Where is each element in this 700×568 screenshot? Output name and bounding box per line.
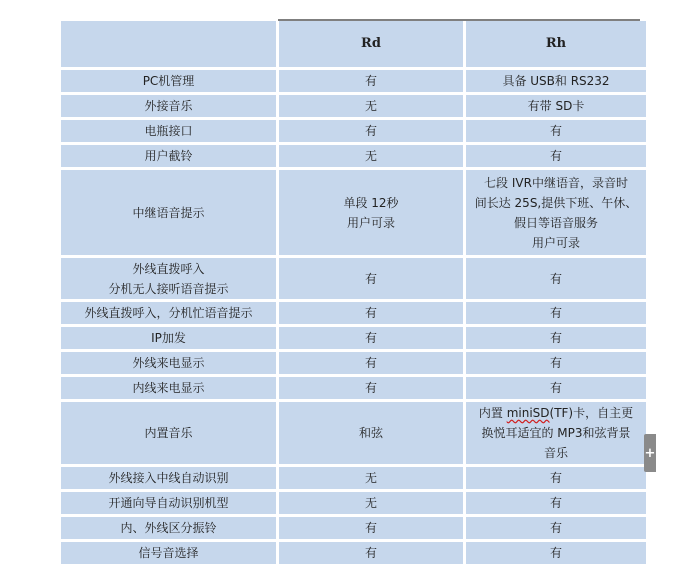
rh-text-pre: 内置 [478,406,507,420]
feature-cell: 内置音乐 [61,402,276,464]
table-row [61,70,646,92]
rh-cell: 有 [466,258,646,299]
feature-cell: 外线直拨呼入，分机忙语音提示 [61,302,276,324]
rd-cell: 有 [279,327,463,349]
comparison-table [58,18,649,567]
rh-cell: 有 [466,302,646,324]
table-row [61,517,646,539]
feature-cell: 内、外线区分振铃 [61,517,276,539]
table-row [61,145,646,167]
table-row [61,492,646,514]
rh-cell: 有带 SD卡 [466,95,646,117]
feature-cell: 外线接入中线自动识别 [61,467,276,489]
feature-cell: PC机管理 [61,70,276,92]
rd-cell: 有 [279,70,463,92]
feature-cell [61,258,276,299]
rh-cell: 具备 USB和 RS232 [466,70,646,92]
rd-line: 用户可录 [346,215,395,230]
rd-cell: 和弦 [279,402,463,464]
spellcheck-word: miniSD [506,406,550,420]
rh-line: 七段 IVR中继语音，录音时 [484,175,628,190]
feature-cell: IP加发 [61,327,276,349]
rh-line [470,403,642,423]
feature-cell: 用户截铃 [61,145,276,167]
feature-cell: 信号音选择 [61,542,276,564]
table-row [61,402,646,464]
rd-cell: 有 [279,258,463,299]
rh-line: 音乐 [543,446,568,460]
table-row [61,95,646,117]
feature-line: 分机无人接听语音提示 [108,281,229,296]
table-row [61,258,646,299]
table-row [61,377,646,399]
rd-cell: 无 [279,467,463,489]
rh-cell: 有 [466,517,646,539]
rh-line: 换悦耳适宜的 MP3和弦背景 [481,426,631,440]
feature-cell: 外接音乐 [61,95,276,117]
feature-cell: 内线来电显示 [61,377,276,399]
rh-text-post: (TF)卡，自主更 [549,406,634,420]
side-expand-tab[interactable] [644,434,656,472]
header-blank-cell [61,21,276,67]
rh-cell: 有 [466,542,646,564]
table-row [61,120,646,142]
rd-line: 单段 12秒 [343,195,399,210]
rh-line: 间长达 25S,提供下班、午休、 [474,195,638,210]
table-row [61,170,646,255]
rd-cell: 无 [279,95,463,117]
rh-cell: 有 [466,327,646,349]
feature-cell: 中继语音提示 [61,170,276,255]
header-rd: Rd [279,21,463,67]
rd-cell: 有 [279,352,463,374]
table-row [61,302,646,324]
rh-cell: 有 [466,120,646,142]
rh-cell: 有 [466,145,646,167]
feature-cell: 开通向导自动识别机型 [61,492,276,514]
rd-cell: 有 [279,517,463,539]
table-row [61,542,646,564]
rd-cell [279,170,463,255]
rh-cell [466,402,646,464]
table-row [61,327,646,349]
rh-line: 用户可录 [531,235,580,250]
table-row [61,352,646,374]
rd-cell: 有 [279,377,463,399]
rd-cell: 有 [279,302,463,324]
table-row [61,467,646,489]
rh-cell: 有 [466,467,646,489]
rh-cell [466,170,646,255]
rd-cell: 有 [279,542,463,564]
header-row [61,21,646,67]
rd-cell: 无 [279,492,463,514]
feature-cell: 电瓶接口 [61,120,276,142]
rh-cell: 有 [466,377,646,399]
rh-line: 假日等语音服务 [513,215,598,230]
rh-cell: 有 [466,492,646,514]
plus-icon: + [644,445,656,461]
header-rh: Rh [466,21,646,67]
rh-cell: 有 [466,352,646,374]
rd-cell: 无 [279,145,463,167]
feature-line: 外线直拨呼入 [132,261,205,276]
feature-cell: 外线来电显示 [61,352,276,374]
rd-cell: 有 [279,120,463,142]
